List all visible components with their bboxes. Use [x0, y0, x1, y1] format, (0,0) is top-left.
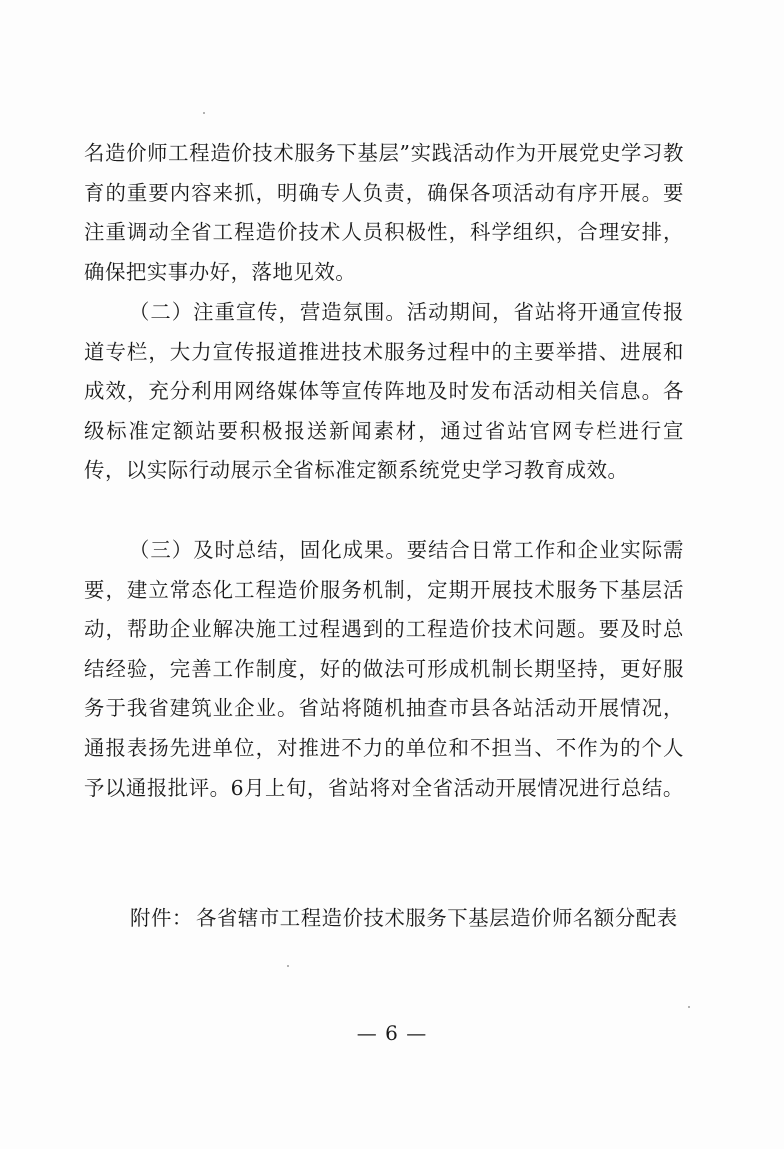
attachment-label: 附件：	[130, 906, 193, 930]
paragraph-summary: （三）及时总结，固化成果。要结合日常工作和企业实际需要，建立常态化工程造价服务机制，定期开展技术服务下基层活动，帮助企业解决施工过程遇到的工程造价技术问题。要及时总结经验，完善工作制度，好的做法可形成机制长期坚持，更好服务于我省建筑业企业。省站将随机抽查市县各站活动开展情况，通报表扬先进单位，对推进不力的单位和不担当、不作为的个人予以通报批评。6月上旬，省站将对全省活动开展情况进行总结。	[84, 538, 684, 800]
attachment-title: 各省辖市工程造价技术服务下基层造价师名额分配表	[196, 906, 678, 930]
page-number: — 6 —	[356, 1021, 428, 1045]
scan-speck	[287, 965, 289, 967]
scan-speck	[688, 1006, 690, 1008]
paragraph-continuation: 名造价师工程造价技术服务下基层”实践活动作为开展党史学习教育的重要内容来抓，明确专人负责，确保各项活动有序开展。要注重调动全省工程造价技术人员积极性，科学组织，合理安排，确保把实事办好，落地见效。	[84, 141, 684, 284]
scan-speck	[203, 112, 205, 114]
paragraph-publicity: （二）注重宣传，营造氛围。活动期间，省站将开通宣传报道专栏，大力宣传报道推进技术服务过程中的主要举措、进展和成效，充分利用网络媒体等宣传阵地及时发布活动相关信息。各级标准定额站要积极报送新闻素材，通过省站官网专栏进行宣传，以实际行动展示全省标准定额系统党史学习教育成效。	[84, 300, 684, 483]
